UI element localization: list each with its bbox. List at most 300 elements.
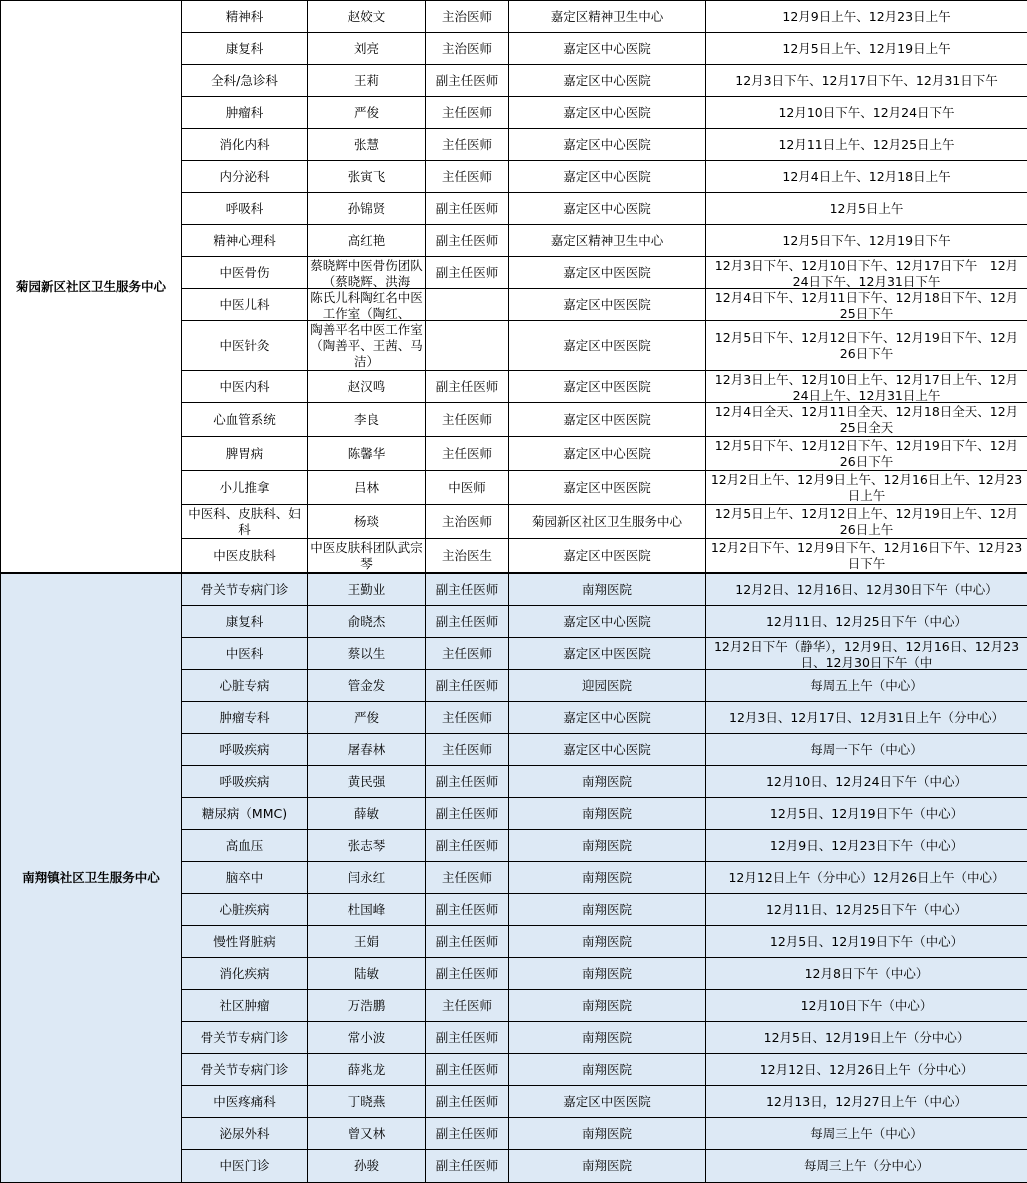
- hospital-cell: [509, 958, 706, 990]
- doctor-cell: [308, 225, 426, 257]
- title-cell-text: 副主任医师: [428, 1030, 506, 1046]
- doctor-cell: [308, 403, 426, 437]
- title-cell-text: 副主任医师: [428, 1094, 506, 1110]
- title-cell: [426, 702, 509, 734]
- department-cell: [182, 257, 308, 289]
- doctor-cell-text: 俞晓杰: [310, 614, 423, 630]
- department-cell: [182, 505, 308, 539]
- hospital-cell: [509, 734, 706, 766]
- hospital-cell-text: 南翔医院: [511, 1062, 703, 1078]
- department-cell-text: 中医皮肤科: [184, 548, 305, 564]
- department-cell-text: 泌尿外科: [184, 1126, 305, 1142]
- hospital-cell: [509, 129, 706, 161]
- schedule-cell-text: 12月5日、12月19日下午（中心）: [708, 806, 1025, 822]
- doctor-cell-text: 赵姣文: [310, 9, 423, 25]
- title-cell: [426, 65, 509, 97]
- schedule-cell-text: 12月2日下午、12月9日下午、12月16日下午、12月23日下午: [708, 540, 1025, 572]
- title-cell: [426, 1054, 509, 1086]
- hospital-cell: [509, 926, 706, 958]
- department-cell: [182, 1022, 308, 1054]
- schedule-cell: [706, 766, 1027, 798]
- doctor-cell-text: 蔡以生: [310, 646, 423, 662]
- schedule-cell-text: 12月3日上午、12月10日上午、12月17日上午、12月24日上午、12月31日上午: [708, 372, 1025, 402]
- hospital-cell: [509, 539, 706, 573]
- schedule-cell-text: 12月5日、12月19日上午（分中心）: [708, 1030, 1025, 1046]
- hospital-cell-text: 南翔医院: [511, 774, 703, 790]
- department-cell-text: 高血压: [184, 838, 305, 854]
- doctor-cell: [308, 193, 426, 225]
- doctor-cell: [308, 129, 426, 161]
- title-cell-text: 主任医师: [428, 870, 506, 886]
- department-cell: [182, 471, 308, 505]
- department-cell: [182, 894, 308, 926]
- schedule-cell: [706, 129, 1027, 161]
- department-cell: [182, 926, 308, 958]
- schedule-cell: [706, 257, 1027, 289]
- title-cell: [426, 225, 509, 257]
- schedule-cell: [706, 638, 1027, 670]
- title-cell-text: 副主任医师: [428, 265, 506, 281]
- hospital-cell: [509, 161, 706, 193]
- department-cell: [182, 97, 308, 129]
- department-cell: [182, 1086, 308, 1118]
- title-cell: [426, 574, 509, 606]
- schedule-cell: [706, 1086, 1027, 1118]
- schedule-cell: [706, 471, 1027, 505]
- schedule-table-juyuan: [0, 0, 1027, 573]
- schedule-cell-text: 12月2日、12月16日、12月30日下午（中心）: [708, 582, 1025, 598]
- schedule-cell-text: 12月10日下午、12月24日下午: [708, 105, 1025, 121]
- department-cell-text: 康复科: [184, 41, 305, 57]
- schedule-cell-text: 12月4日全天、12月11日全天、12月18日全天、12月25日全天: [708, 404, 1025, 436]
- title-cell-text: 副主任医师: [428, 582, 506, 598]
- department-cell: [182, 1150, 308, 1183]
- department-cell-text: 心血管系统: [184, 412, 305, 428]
- hospital-cell-text: 嘉定区中心医院: [511, 201, 703, 217]
- title-cell: [426, 257, 509, 289]
- schedule-cell-text: 12月3日、12月17日、12月31日上午（分中心）: [708, 710, 1025, 726]
- hospital-cell-text: 嘉定区中心医院: [511, 710, 703, 726]
- doctor-cell: [308, 670, 426, 702]
- title-cell: [426, 321, 509, 371]
- department-cell: [182, 193, 308, 225]
- doctor-cell: [308, 33, 426, 65]
- title-cell-text: 主任医师: [428, 105, 506, 121]
- schedule-cell-text: 12月5日上午、12月12日上午、12月19日上午、12月26日上午: [708, 506, 1025, 538]
- doctor-cell-text: 严俊: [310, 105, 423, 121]
- doctor-cell: [308, 1054, 426, 1086]
- department-cell: [182, 734, 308, 766]
- department-cell: [182, 702, 308, 734]
- department-cell-text: 中医骨伤: [184, 265, 305, 281]
- title-cell: [426, 539, 509, 573]
- doctor-cell: [308, 798, 426, 830]
- hospital-cell: [509, 471, 706, 505]
- schedule-cell: [706, 990, 1027, 1022]
- doctor-cell: [308, 437, 426, 471]
- title-cell: [426, 1022, 509, 1054]
- doctor-cell-text: 屠春林: [310, 742, 423, 758]
- institution-name: 菊园新区社区卫生服务中心: [1, 1, 182, 573]
- department-cell-text: 精神心理科: [184, 233, 305, 249]
- doctor-cell-text: 王娟: [310, 934, 423, 950]
- hospital-cell: [509, 33, 706, 65]
- schedule-table-nanxiang: [0, 573, 1027, 1183]
- department-cell: [182, 371, 308, 403]
- title-cell-text: 副主任医师: [428, 934, 506, 950]
- hospital-cell-text: 嘉定区中心医院: [511, 169, 703, 185]
- schedule-cell: [706, 1118, 1027, 1150]
- title-cell-text: 主任医师: [428, 646, 506, 662]
- schedule-cell: [706, 862, 1027, 894]
- hospital-cell-text: 嘉定区中医医院: [511, 412, 703, 428]
- hospital-cell-text: 嘉定区中心医院: [511, 137, 703, 153]
- hospital-cell-text: 嘉定区精神卫生中心: [511, 9, 703, 25]
- hospital-cell: [509, 403, 706, 437]
- title-cell-text: 副主任医师: [428, 774, 506, 790]
- schedule-cell: [706, 830, 1027, 862]
- schedule-cell-text: 12月5日上午、12月19日上午: [708, 41, 1025, 57]
- doctor-cell: [308, 289, 426, 321]
- doctor-cell-text: 孙锦贤: [310, 201, 423, 217]
- hospital-cell: [509, 830, 706, 862]
- hospital-cell: [509, 670, 706, 702]
- schedule-cell: [706, 289, 1027, 321]
- hospital-cell: [509, 990, 706, 1022]
- doctor-cell: [308, 734, 426, 766]
- title-cell-text: 副主任医师: [428, 902, 506, 918]
- hospital-cell: [509, 606, 706, 638]
- department-cell-text: 小儿推拿: [184, 480, 305, 496]
- doctor-cell: [308, 257, 426, 289]
- doctor-cell: [308, 1022, 426, 1054]
- title-cell: [426, 1118, 509, 1150]
- doctor-cell-text: 曾又林: [310, 1126, 423, 1142]
- title-cell-text: 副主任医师: [428, 73, 506, 89]
- department-cell: [182, 1, 308, 33]
- doctor-cell: [308, 97, 426, 129]
- doctor-cell: [308, 65, 426, 97]
- title-cell: [426, 926, 509, 958]
- hospital-cell-text: 嘉定区中心医院: [511, 73, 703, 89]
- doctor-cell-text: 陆敏: [310, 966, 423, 982]
- doctor-cell-text: 张寅飞: [310, 169, 423, 185]
- department-cell: [182, 437, 308, 471]
- department-cell: [182, 539, 308, 573]
- schedule-cell-text: 12月5日下午、12月12日下午、12月19日下午、12月26日下午: [708, 330, 1025, 362]
- hospital-cell: [509, 505, 706, 539]
- department-cell-text: 社区肿瘤: [184, 998, 305, 1014]
- schedule-cell-text: 12月9日上午、12月23日上午: [708, 9, 1025, 25]
- doctor-cell: [308, 990, 426, 1022]
- doctor-cell-text: 薛兆龙: [310, 1062, 423, 1078]
- doctor-cell: [308, 1, 426, 33]
- doctor-cell-text: 高红艳: [310, 233, 423, 249]
- hospital-cell-text: 南翔医院: [511, 582, 703, 598]
- hospital-cell: [509, 862, 706, 894]
- hospital-cell-text: 南翔医院: [511, 934, 703, 950]
- doctor-cell-text: 蔡晓辉中医骨伤团队（蔡晓辉、洪海: [310, 258, 423, 288]
- schedule-cell-text: 12月12日、12月26日上午（分中心）: [708, 1062, 1025, 1078]
- hospital-cell: [509, 1, 706, 33]
- department-cell: [182, 225, 308, 257]
- department-cell-text: 骨关节专病门诊: [184, 1062, 305, 1078]
- doctor-cell-text: 陈氏儿科陶红名中医工作室（陶红、: [310, 290, 423, 320]
- schedule-cell: [706, 161, 1027, 193]
- doctor-cell: [308, 1118, 426, 1150]
- department-cell: [182, 958, 308, 990]
- department-cell-text: 中医针灸: [184, 338, 305, 354]
- schedule-cell-text: 每周三上午（中心）: [708, 1126, 1025, 1142]
- title-cell-text: 主治医师: [428, 514, 506, 530]
- doctor-cell: [308, 926, 426, 958]
- department-cell: [182, 403, 308, 437]
- department-cell-text: 呼吸疾病: [184, 742, 305, 758]
- schedule-cell: [706, 702, 1027, 734]
- schedule-cell-text: 12月3日下午、12月10日下午、12月17日下午 12月24日下午、12月31日下午: [708, 258, 1025, 288]
- hospital-cell: [509, 638, 706, 670]
- doctor-cell: [308, 1086, 426, 1118]
- doctor-cell-text: 薛敏: [310, 806, 423, 822]
- schedule-cell: [706, 1150, 1027, 1183]
- hospital-cell-text: 迎园医院: [511, 678, 703, 694]
- doctor-cell: [308, 539, 426, 573]
- hospital-cell: [509, 702, 706, 734]
- title-cell-text: 主任医师: [428, 710, 506, 726]
- title-cell: [426, 161, 509, 193]
- institution-name: 南翔镇社区卫生服务中心: [1, 574, 182, 1183]
- title-cell-text: 副主任医师: [428, 806, 506, 822]
- schedule-cell: [706, 97, 1027, 129]
- title-cell-text: 副主任医师: [428, 838, 506, 854]
- schedule-cell: [706, 403, 1027, 437]
- department-cell-text: 消化内科: [184, 137, 305, 153]
- title-cell: [426, 862, 509, 894]
- department-cell-text: 呼吸科: [184, 201, 305, 217]
- hospital-cell: [509, 894, 706, 926]
- department-cell-text: 脑卒中: [184, 870, 305, 886]
- title-cell-text: 主任医师: [428, 998, 506, 1014]
- doctor-cell-text: 赵汉鸣: [310, 379, 423, 395]
- hospital-cell-text: 南翔医院: [511, 806, 703, 822]
- hospital-cell-text: 嘉定区中心医院: [511, 446, 703, 462]
- hospital-cell-text: 南翔医院: [511, 870, 703, 886]
- title-cell: [426, 958, 509, 990]
- doctor-cell: [308, 161, 426, 193]
- schedule-cell-text: 12月5日、12月19日下午（中心）: [708, 934, 1025, 950]
- schedule-cell: [706, 670, 1027, 702]
- title-cell-text: 副主任医师: [428, 614, 506, 630]
- schedule-cell: [706, 371, 1027, 403]
- hospital-cell-text: 嘉定区精神卫生中心: [511, 233, 703, 249]
- department-cell-text: 消化疾病: [184, 966, 305, 982]
- department-cell-text: 糖尿病（MMC): [184, 806, 305, 822]
- hospital-cell-text: 嘉定区中医医院: [511, 1094, 703, 1110]
- title-cell: [426, 289, 509, 321]
- department-cell: [182, 990, 308, 1022]
- department-cell: [182, 862, 308, 894]
- title-cell: [426, 894, 509, 926]
- department-cell: [182, 321, 308, 371]
- schedule-cell: [706, 539, 1027, 573]
- title-cell-text: 主任医师: [428, 446, 506, 462]
- doctor-cell-text: 李良: [310, 412, 423, 428]
- hospital-cell-text: 南翔医院: [511, 838, 703, 854]
- schedule-cell: [706, 798, 1027, 830]
- department-cell: [182, 830, 308, 862]
- schedule-cell-text: 12月12日上午（分中心）12月26日上午（中心）: [708, 870, 1025, 886]
- title-cell: [426, 734, 509, 766]
- schedule-cell: [706, 437, 1027, 471]
- department-cell-text: 中医儿科: [184, 297, 305, 313]
- hospital-cell: [509, 225, 706, 257]
- hospital-cell-text: 南翔医院: [511, 966, 703, 982]
- schedule-cell-text: 12月5日上午: [708, 201, 1025, 217]
- doctor-cell: [308, 371, 426, 403]
- title-cell: [426, 766, 509, 798]
- hospital-cell-text: 南翔医院: [511, 902, 703, 918]
- title-cell-text: 主治医生: [428, 548, 506, 564]
- schedule-cell: [706, 1054, 1027, 1086]
- doctor-cell-text: 张慧: [310, 137, 423, 153]
- schedule-cell: [706, 894, 1027, 926]
- doctor-cell-text: 刘亮: [310, 41, 423, 57]
- doctor-cell-text: 闫永红: [310, 870, 423, 886]
- doctor-cell-text: 陶善平名中医工作室（陶善平、王茜、马洁）: [310, 322, 423, 370]
- title-cell: [426, 505, 509, 539]
- department-cell-text: 全科/急诊科: [184, 73, 305, 89]
- hospital-cell-text: 嘉定区中医医院: [511, 548, 703, 564]
- title-cell-text: 主任医师: [428, 137, 506, 153]
- hospital-cell-text: 嘉定区中医医院: [511, 338, 703, 354]
- department-cell-text: 脾胃病: [184, 446, 305, 462]
- doctor-cell: [308, 471, 426, 505]
- title-cell: [426, 798, 509, 830]
- title-cell-text: 副主任医师: [428, 1158, 506, 1174]
- schedule-cell-text: 12月3日下午、12月17日下午、12月31日下午: [708, 73, 1025, 89]
- hospital-cell-text: 嘉定区中医医院: [511, 265, 703, 281]
- department-cell-text: 内分泌科: [184, 169, 305, 185]
- schedule-cell: [706, 1022, 1027, 1054]
- department-cell: [182, 670, 308, 702]
- schedule-cell: [706, 1, 1027, 33]
- schedule-cell-text: 12月9日、12月23日下午（中心）: [708, 838, 1025, 854]
- schedule-cell: [706, 321, 1027, 371]
- department-cell-text: 肿瘤科: [184, 105, 305, 121]
- doctor-cell-text: 中医皮肤科团队武宗琴: [310, 540, 423, 572]
- doctor-cell: [308, 766, 426, 798]
- title-cell: [426, 1086, 509, 1118]
- title-cell-text: 主治医师: [428, 9, 506, 25]
- hospital-cell-text: 南翔医院: [511, 1030, 703, 1046]
- department-cell-text: 中医门诊: [184, 1158, 305, 1174]
- schedule-cell-text: 每周三上午（分中心）: [708, 1158, 1025, 1174]
- schedule-cell: [706, 33, 1027, 65]
- schedule-cell-text: 12月11日上午、12月25日上午: [708, 137, 1025, 153]
- title-cell-text: 副主任医师: [428, 678, 506, 694]
- hospital-cell: [509, 766, 706, 798]
- hospital-cell: [509, 193, 706, 225]
- department-cell: [182, 1118, 308, 1150]
- doctor-cell: [308, 1150, 426, 1183]
- doctor-cell-text: 常小波: [310, 1030, 423, 1046]
- title-cell: [426, 129, 509, 161]
- hospital-cell: [509, 574, 706, 606]
- department-cell: [182, 766, 308, 798]
- department-cell: [182, 65, 308, 97]
- schedule-cell: [706, 734, 1027, 766]
- hospital-cell-text: 嘉定区中医医院: [511, 646, 703, 662]
- hospital-cell-text: 嘉定区中心医院: [511, 742, 703, 758]
- hospital-cell: [509, 1118, 706, 1150]
- doctor-cell-text: 孙骏: [310, 1158, 423, 1174]
- hospital-cell: [509, 1022, 706, 1054]
- department-cell: [182, 33, 308, 65]
- title-cell: [426, 638, 509, 670]
- schedule-cell: [706, 606, 1027, 638]
- doctor-cell-text: 严俊: [310, 710, 423, 726]
- schedule-cell-text: 12月8日下午（中心）: [708, 966, 1025, 982]
- department-cell-text: 中医内科: [184, 379, 305, 395]
- hospital-cell-text: 嘉定区中医医院: [511, 379, 703, 395]
- table-row: [1, 1, 1027, 33]
- schedule-cell-text: 12月2日下午（静华），12月9日、12月16日、12月23日、12月30日下午（中: [708, 639, 1025, 669]
- title-cell: [426, 830, 509, 862]
- title-cell-text: 主任医师: [428, 412, 506, 428]
- hospital-cell-text: 南翔医院: [511, 998, 703, 1014]
- schedule-cell-text: 每周一下午（中心）: [708, 742, 1025, 758]
- department-cell-text: 精神科: [184, 9, 305, 25]
- title-cell-text: 主任医师: [428, 169, 506, 185]
- doctor-cell-text: 张志琴: [310, 838, 423, 854]
- department-cell-text: 中医科: [184, 646, 305, 662]
- doctor-cell: [308, 862, 426, 894]
- hospital-cell: [509, 65, 706, 97]
- hospital-cell: [509, 1150, 706, 1183]
- title-cell: [426, 1, 509, 33]
- schedule-cell-text: 每周五上午（中心）: [708, 678, 1025, 694]
- hospital-cell-text: 嘉定区中心医院: [511, 614, 703, 630]
- doctor-cell: [308, 830, 426, 862]
- schedule-cell: [706, 193, 1027, 225]
- title-cell: [426, 1150, 509, 1183]
- schedule-cell-text: 12月4日下午、12月11日下午、12月18日下午、12月25日下午: [708, 290, 1025, 320]
- schedule-cell: [706, 574, 1027, 606]
- schedule-cell-text: 12月11日、12月25日下午（中心）: [708, 902, 1025, 918]
- hospital-cell: [509, 437, 706, 471]
- department-cell-text: 心脏专病: [184, 678, 305, 694]
- hospital-cell: [509, 1054, 706, 1086]
- doctor-cell: [308, 958, 426, 990]
- title-cell: [426, 471, 509, 505]
- schedule-cell: [706, 505, 1027, 539]
- hospital-cell-text: 嘉定区中心医院: [511, 41, 703, 57]
- hospital-cell: [509, 798, 706, 830]
- doctor-cell-text: 杜国峰: [310, 902, 423, 918]
- department-cell-text: 骨关节专病门诊: [184, 582, 305, 598]
- doctor-cell-text: 王勤业: [310, 582, 423, 598]
- title-cell-text: 副主任医师: [428, 966, 506, 982]
- doctor-cell-text: 陈馨华: [310, 446, 423, 462]
- hospital-cell-text: 菊园新区社区卫生服务中心: [511, 514, 703, 530]
- hospital-cell: [509, 1086, 706, 1118]
- department-cell-text: 慢性肾脏病: [184, 934, 305, 950]
- hospital-cell-text: 南翔医院: [511, 1158, 703, 1174]
- doctor-cell: [308, 505, 426, 539]
- doctor-cell-text: 王莉: [310, 73, 423, 89]
- doctor-cell-text: 黄民强: [310, 774, 423, 790]
- doctor-cell: [308, 702, 426, 734]
